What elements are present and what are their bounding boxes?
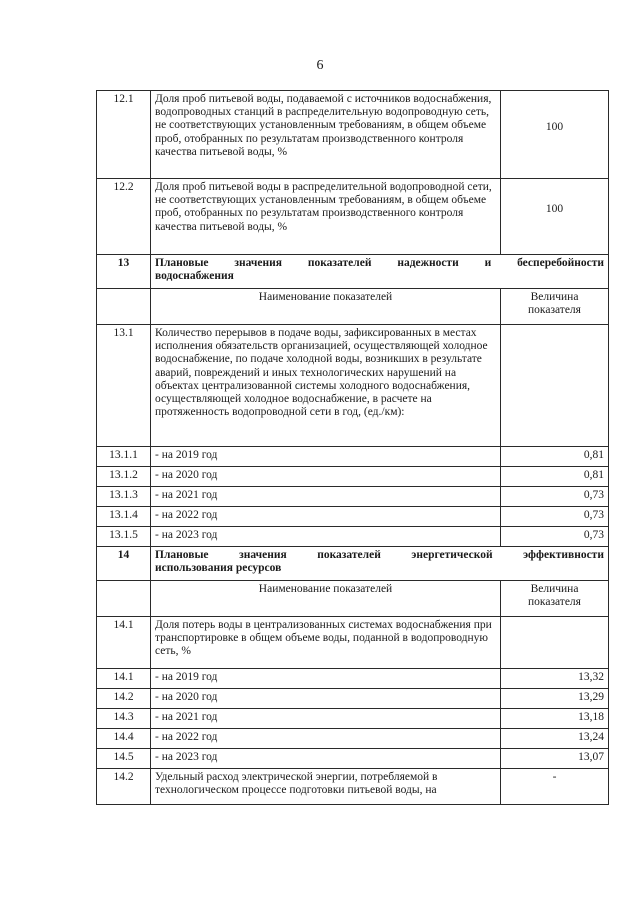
page-number: 6 bbox=[316, 58, 324, 73]
table-row bbox=[97, 617, 609, 669]
empty-cell bbox=[97, 581, 151, 617]
title-word: показателей bbox=[307, 257, 372, 269]
table-row bbox=[97, 729, 609, 749]
indicator-name: Доля проб питьевой воды, подаваемой с источников водоснабжения, водопроводных станций в распределительную водопроводную сеть, не соответствующих установленным требованиям, в общем объеме проб, отобранных по результатам производственного контроля качества питьевой воды, % bbox=[151, 91, 501, 179]
header-row bbox=[97, 581, 609, 617]
title-word: надежности bbox=[397, 257, 459, 269]
year-label: - на 2023 год bbox=[151, 527, 501, 547]
title-word: Плановые bbox=[155, 549, 209, 561]
title-line-2: водоснабжения bbox=[155, 270, 234, 283]
indicator-name: Количество перерывов в подаче воды, зафиксированных в местах исполнения обязательств организацией, осуществляющей холодное водоснабжение, по подаче холодной воды, возникших в результате аварий, повреждений и иных технологических нарушений на объектах централизованной системы холодного водоснабжения, осуществляющей холодное водоснабжение, в расчете на протяженность водопроводной сети в год, (ед./км): bbox=[151, 325, 501, 447]
year-label: - на 2020 год bbox=[151, 689, 501, 709]
table-row bbox=[97, 527, 609, 547]
year-label: - на 2022 год bbox=[151, 507, 501, 527]
year-value: 0,81 bbox=[501, 467, 609, 487]
indicator-value bbox=[501, 325, 609, 447]
indicator-name: Доля проб питьевой воды в распределительной водопроводной сети, не соответствующих установленным требованиям, в общем объеме проб, отобранных по результатам производственного контроля качества питьевой воды, % bbox=[151, 179, 501, 255]
title-word: Плановые bbox=[155, 257, 209, 269]
section-number: 14 bbox=[97, 547, 151, 581]
year-value: 0,81 bbox=[501, 447, 609, 467]
section-number: 13 bbox=[97, 255, 151, 289]
empty-cell bbox=[97, 289, 151, 325]
title-word: показателей bbox=[317, 549, 381, 561]
year-label: - на 2022 год bbox=[151, 729, 501, 749]
title-word: значения bbox=[239, 549, 287, 561]
row-number: 12.2 bbox=[97, 179, 151, 255]
row-number: 13.1 bbox=[97, 325, 151, 447]
column-header-value: Величина показателя bbox=[501, 289, 609, 325]
title-word: значения bbox=[234, 257, 282, 269]
year-value: 0,73 bbox=[501, 527, 609, 547]
row-number: 13.1.4 bbox=[97, 507, 151, 527]
row-number: 14.3 bbox=[97, 709, 151, 729]
indicator-value: - bbox=[501, 769, 609, 805]
table-row bbox=[97, 669, 609, 689]
year-value: 13,07 bbox=[501, 749, 609, 769]
section-14-row bbox=[97, 547, 609, 581]
row-number: 14.1 bbox=[97, 669, 151, 689]
header-row bbox=[97, 289, 609, 325]
title-line-2: использования ресурсов bbox=[155, 562, 282, 575]
year-label: - на 2019 год bbox=[151, 447, 501, 467]
column-header-name: Наименование показателей bbox=[151, 581, 501, 617]
indicator-value: 100 bbox=[501, 179, 609, 255]
year-label: - на 2023 год bbox=[151, 749, 501, 769]
row-number: 12.1 bbox=[97, 91, 151, 179]
indicator-value: 100 bbox=[501, 91, 609, 179]
year-value: 13,24 bbox=[501, 729, 609, 749]
row-number: 14.1 bbox=[97, 617, 151, 669]
title-word: эффективности bbox=[523, 549, 604, 561]
table-row bbox=[97, 325, 609, 447]
title-word: бесперебойности bbox=[517, 257, 604, 269]
year-label: - на 2021 год bbox=[151, 709, 501, 729]
row-number: 14.2 bbox=[97, 769, 151, 805]
year-value: 13,29 bbox=[501, 689, 609, 709]
indicators-table bbox=[96, 90, 609, 805]
year-label: - на 2019 год bbox=[151, 669, 501, 689]
title-word: энергетической bbox=[411, 549, 493, 561]
year-value: 0,73 bbox=[501, 487, 609, 507]
table-row bbox=[97, 467, 609, 487]
indicator-name: Удельный расход электрической энергии, потребляемой в технологическом процессе подготовки питьевой воды, на bbox=[151, 769, 501, 805]
table-row bbox=[97, 709, 609, 729]
column-header-name: Наименование показателей bbox=[151, 289, 501, 325]
year-value: 13,18 bbox=[501, 709, 609, 729]
table-row bbox=[97, 91, 609, 179]
table-row bbox=[97, 689, 609, 709]
table-row bbox=[97, 769, 609, 805]
table-row bbox=[97, 507, 609, 527]
indicator-value bbox=[501, 617, 609, 669]
row-number: 13.1.3 bbox=[97, 487, 151, 507]
year-label: - на 2020 год bbox=[151, 467, 501, 487]
column-header-value: Величина показателя bbox=[501, 581, 609, 617]
row-number: 13.1.5 bbox=[97, 527, 151, 547]
year-value: 0,73 bbox=[501, 507, 609, 527]
table-row bbox=[97, 179, 609, 255]
row-number: 14.5 bbox=[97, 749, 151, 769]
row-number: 14.4 bbox=[97, 729, 151, 749]
table-row bbox=[97, 749, 609, 769]
section-14-title bbox=[151, 547, 609, 581]
table-row bbox=[97, 487, 609, 507]
row-number: 13.1.1 bbox=[97, 447, 151, 467]
indicator-name: Доля потерь воды в централизованных системах водоснабжения при транспортировке в общем объеме воды, поданной в водопроводную сеть, % bbox=[151, 617, 501, 669]
row-number: 14.2 bbox=[97, 689, 151, 709]
year-value: 13,32 bbox=[501, 669, 609, 689]
title-word: и bbox=[484, 257, 492, 269]
row-number: 13.1.2 bbox=[97, 467, 151, 487]
section-13-row bbox=[97, 255, 609, 289]
table-row bbox=[97, 447, 609, 467]
year-label: - на 2021 год bbox=[151, 487, 501, 507]
section-13-title bbox=[151, 255, 609, 289]
